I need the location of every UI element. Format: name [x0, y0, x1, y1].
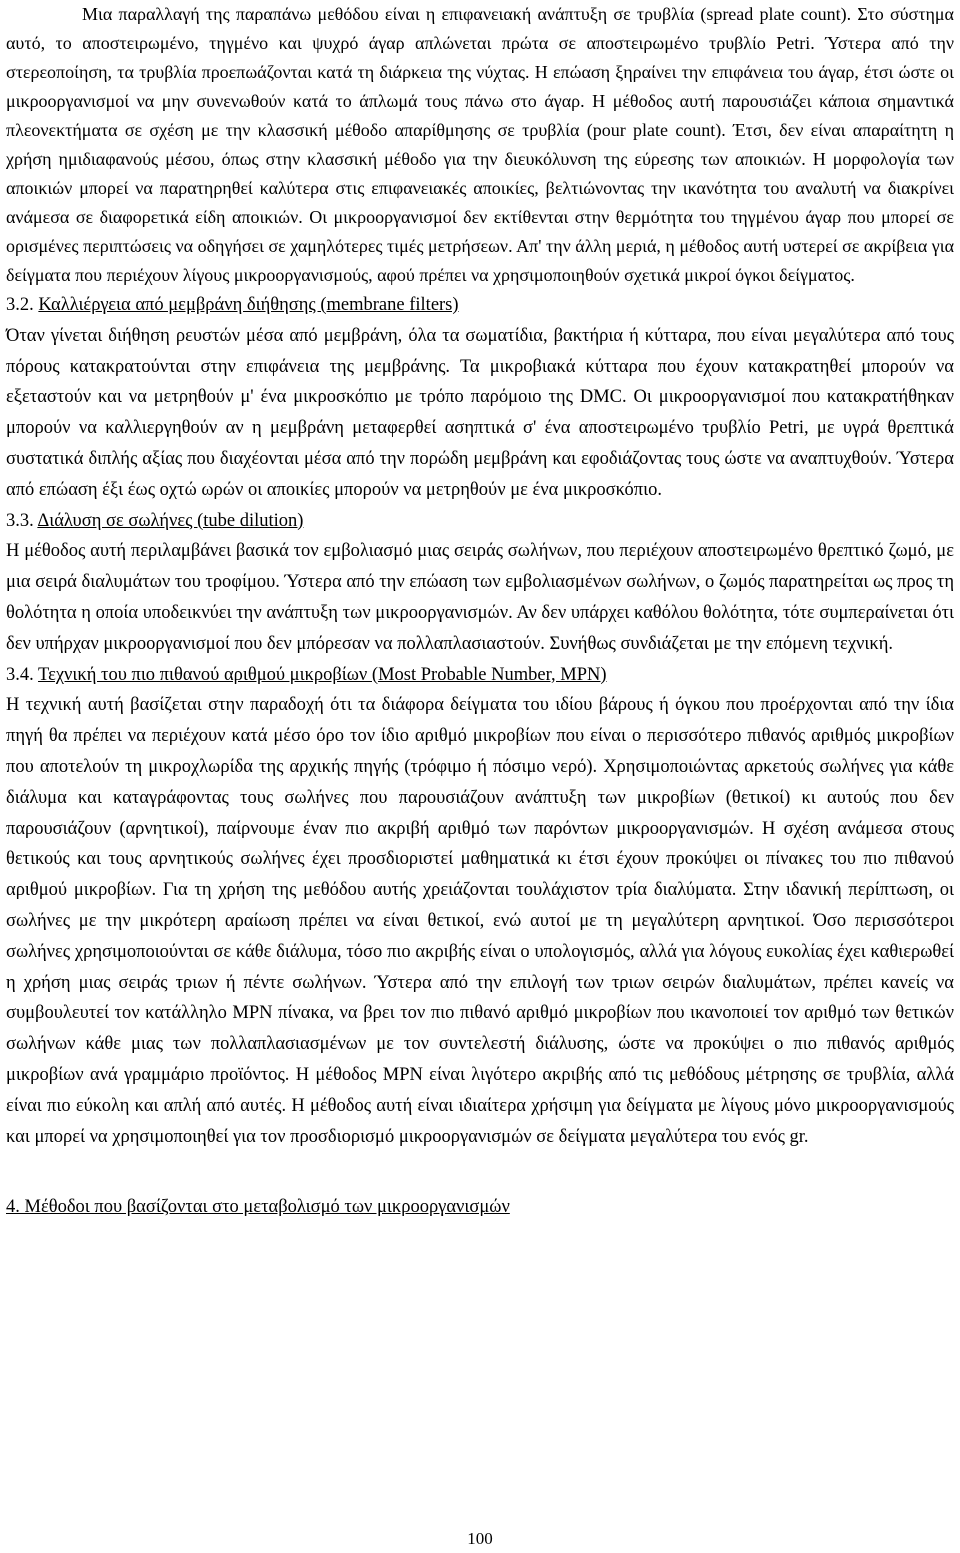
section-title: Διάλυση σε σωλήνες (tube dilution): [37, 510, 304, 531]
section-heading: [6, 506, 954, 537]
section-body: Η τεχνική αυτή βασίζεται στην παραδοχή ότι τα διάφορα δείγματα του ιδίου βάρους ή όγκου που προέρχονται από την ίδια πηγή θα πρέπει να περιέχουν κατά μέσο όρο τον ίδιο αριθμό μικροβίων που είναι ο περισσότερο πιθανός αριθμός μικροβίων που αποτελούν τη μικροχλωρίδα της αρχικής πηγής (τρόφιμο ή πόσιμο νερό). Χρησιμοποιώντας αρκετούς σωλήνες για κάθε διάλυμα και καταγράφοντας τους σωλήνες που παρουσιάζουν ανάπτυξη των μικροβίων (θετικοί) κι αυτούς που δεν παρουσιάζουν (αρνητικοί), παίρνουμε έναν πιο ακριβή αριθμό των παρόντων μικροοργανισμών. Η σχέση ανάμεσα στους θετικούς και τους αρνητικούς σωλήνες έχει προσδιοριστεί μαθηματικά κι έτσι έχουν προκύψει οι πίνακες του πιο πιθανού αριθμού μικροβίων. Για τη χρήση της μεθόδου αυτής χρειάζονται τουλάχιστον τρία διαλύματα. Στην ιδανική περίπτωση, οι σωλήνες με την μικρότερη αραίωση πρέπει να είναι θετικοί, ενώ αυτοί με τη μεγαλύτερη αρνητικοί. Όσο περισσότεροι σωλήνες χρησιμοποιούνται σε κάθε διάλυμα, τόσο πιο ακριβής είναι ο υπολογισμός, αλλά για λόγους ευκολίας έχει καθιερωθεί η χρήση μιας σειράς τριων ή πέντε σωλήνων. Ύστερα από την επιλογή των τριων σειρών διαλυμάτων, πρέπει κανείς να συμβουλευτεί τον κατάλληλο MPN πίνακα, να βρει τον πιο πιθανό αριθμό μικροβίων που ικανοποιεί τον αριθμό των θετικών σωλήνων κάθε μιας των πολλαπλασιασμένων με τον συντελεστή διάλυσης, ώστε να προκύψει ο πιο πιθανός αριθμός μικροβίων ανά γραμμάριο προϊόντος. Η μέθοδος MPN είναι λιγότερο ακριβής από τις μεθόδους μέτρησης σε τρυβλία, αλλά είναι πιο εύκολη και απλή από αυτές. Η μέθοδος αυτή είναι ιδιαίτερα χρήσιμη για δείγματα με λίγους μόνο μικροοργανισμούς και μπορεί να χρησιμοποιηθεί για τον προσδιορισμό μικροοργανισμών σε δείγματα μεγαλύτερα του ενός gr.: [6, 695, 954, 1147]
section-body: Η μέθοδος αυτή περιλαμβάνει βασικά τον εμβολιασμό μιας σειράς σωλήνων, που περιέχουν αποστειρωμένο θρεπτικό ζωμό, με μια σειρά διαλυμάτων του τροφίμου. Ύστερα από την επώαση των εμβολιασμένων σωλήνων, ο ζωμός παρατηρείται ως προς τη θολότητα η οποία υποδεικνύει την ανάπτυξη των μικροοργανισμών. Αν δεν υπάρχει καθόλου θολότητα, τότε συμπεραίνεται ότι δεν υπήρχαν μικροοργανισμοί που δεν μπόρεσαν να πολλαπλασιαστούν. Συνήθως συνδιάζεται με την επόμενη τεχνική.: [6, 541, 954, 654]
section-heading: [6, 660, 954, 691]
section-3-3: [6, 506, 954, 660]
spacer: [6, 1152, 954, 1192]
section-body: Όταν γίνεται διήθηση ρευστών μέσα από μεμβράνη, όλα τα σωματίδια, βακτήρια ή κύτταρα, που είναι μεγαλύτερα από τους πόρους κατακρατούνται στην επιφάνεια της μεμβράνης. Τα μικροβιακά κύτταρα που έχουν κατακρατηθεί μπορούν να εξεταστούν και να μετρηθούν μ' ένα μικροσκόπιο με τρόπο παρόμοιο της DMC. Οι μικροοργανισμοί που κατακρατήθηκαν μπορούν να καλλιεργηθούν αν η μεμβράνη μεταφερθεί ασηπτικά σ' ένα αποστειρωμένο τρυβλίο Petri, με υγρά θρεπτικά συστατικά διπλής αξίας που διαχέονται μέσα από την πορώδη μεμβράνη και εφοδιάζοντας τους ώστε να αναπτυχθούν. Ύστερα από επώαση έξι έως οχτώ ωρών οι αποικίες μπορούν να μετρηθούν με ένα μικροσκόπιο.: [6, 325, 954, 500]
section-3-2: [6, 290, 954, 506]
section-heading: [6, 290, 954, 321]
document-page: [6, 0, 954, 1222]
chapter-heading: 4. Μέθοδοι που βασίζονται στο μεταβολισμό των μικροοργανισμών: [6, 1197, 510, 1218]
section-number: 3.3.: [6, 510, 34, 531]
section-number: 3.2.: [6, 295, 34, 315]
section-title: Τεχνική του πιο πιθανού αριθμού μικροβίων (Most Probable Number, MPN): [38, 664, 607, 685]
section-3-4: [6, 660, 954, 1153]
intro-paragraph: Μια παραλλαγή της παραπάνω μεθόδου είναι η επιφανειακή ανάπτυξη σε τρυβλία (spread plate count). Στο σύστημα αυτό, το αποστειρωμένο, τηγμένο και ψυχρό άγαρ απλώνεται πρώτα σε αποστειρωμένο τρυβλίο Petri. Ύστερα από την στερεοποίηση, τα τρυβλία προεπωάζονται κατά τη διάρκεια της νύχτας. Η επώαση ξηραίνει την επιφάνεια του άγαρ, έτσι ώστε οι μικροοργανισμοί να μην συνενωθούν κατά το άπλωμά τους πάνω στο άγαρ. Η μέθοδος αυτή παρουσιάζει κάποια σημαντικά πλεονεκτήματα σε σχέση με την κλασσική μέθοδο απαρίθμησης σε τρυβλία (pour plate count). Έτσι, δεν είναι απαραίτητη η χρήση ημιδιαφανούς μέσου, όπως στην κλασσική μέθοδο για την διευκόλυνση της εύρεσης των αποικιών. Η μορφολογία των αποικιών μπορεί να παρατηρηθεί καλύτερα στις επιφανειακές αποικίες, βελτιώνοντας την ικανότητα του αναλυτή να διακρίνει ανάμεσα σε διαφορετικά είδη αποικιών. Οι μικροοργανισμοί δεν εκτίθενται στην θερμότητα του τηγμένου άγαρ που μπορεί σε ορισμένες περιπτώσεις να οδηγήσει σε χαμηλότερες τιμές μετρήσεων. Απ' την άλλη μεριά, η μέθοδος αυτή υστερεί σε ακρίβεια για δείγματα που περιέχουν λίγους μικροοργανισμούς, αφού πρέπει να χρησιμοποιηθούν σχετικά μικροί όγκοι δείγματος.: [6, 4, 954, 285]
page-number: 100: [467, 1529, 493, 1548]
section-number: 3.4.: [6, 664, 34, 685]
section-title: Καλλιέργεια από μεμβράνη διήθησης (membrane filters): [38, 295, 459, 315]
